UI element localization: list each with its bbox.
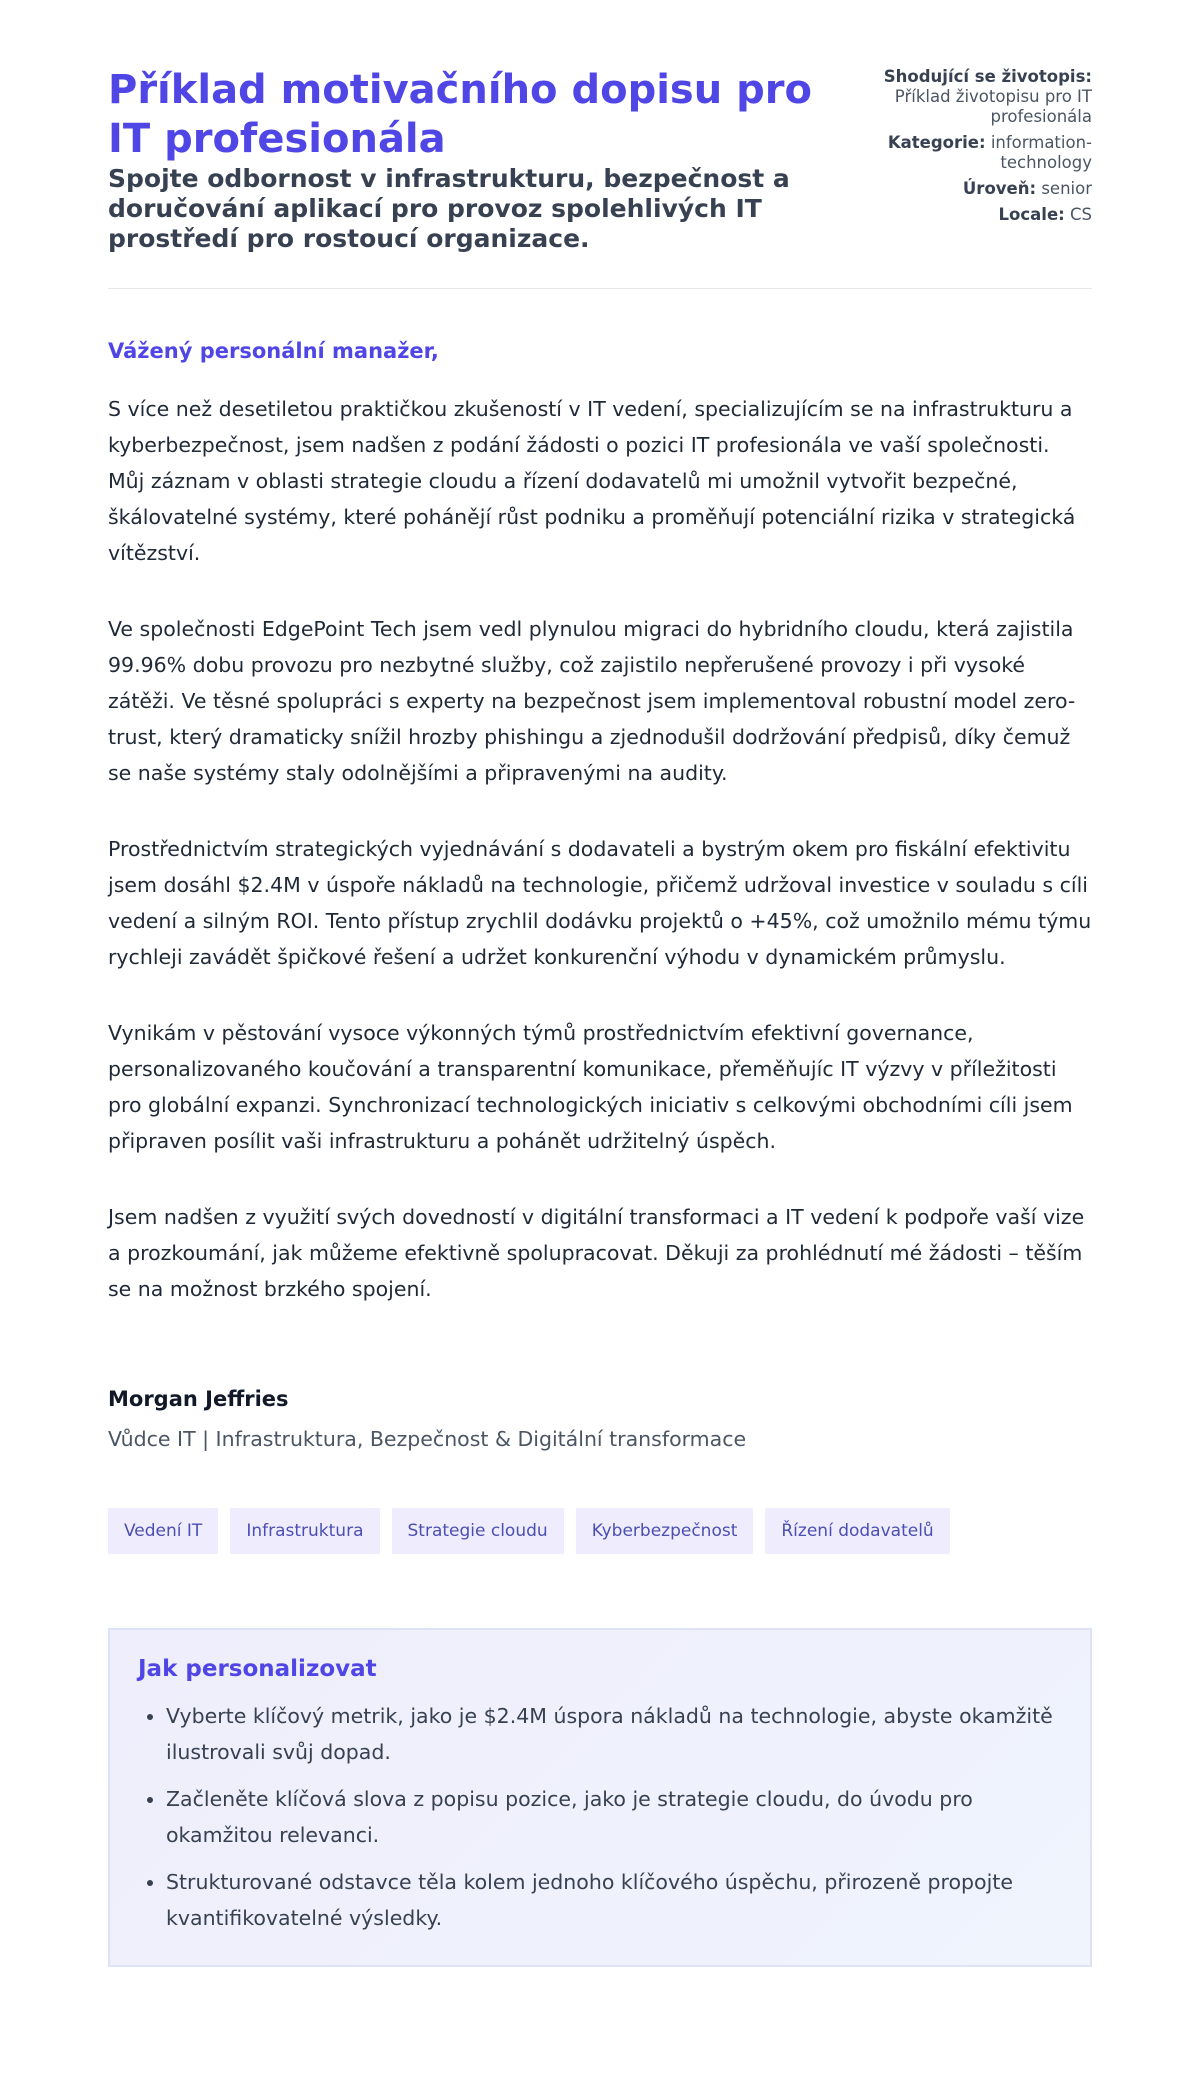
signature-title: Vůdce IT | Infrastruktura, Bezpečnost & Digitální transformace [108,1427,747,1451]
tip-item: • Strukturované odstavce těla kolem jednoho klíčového úspěchu, přirozeně propojte kvantifikovatelné výsledky. [166,1864,1062,1936]
tip-item: • Vyberte klíčový metrik, jako je $2.4M úspora nákladů na technologie, abyste okamžitě ilustrovali svůj dopad. [166,1698,1062,1770]
letter-paragraph: Jsem nadšen z využití svých dovedností v digitální transformaci a IT vedení k podpoře vaší vize a prozkoumání, jak můžeme efektivně spolupracovat. Děkuji za prohlédnutí mé žádosti – těším se na možnost brzkého spojení. [108,1205,1085,1301]
tips-title: Jak personalizovat [138,1656,377,1682]
letter-body [108,337,1092,1453]
skill-tag: Infrastruktura [230,1508,379,1554]
page-header [108,66,1092,289]
skill-tag: Řízení dodavatelů [765,1508,949,1554]
skill-tag: Vedení IT [108,1508,218,1554]
signature-name: Morgan Jeffries [108,1387,289,1411]
signature-block [108,1385,1092,1453]
header-titles [108,66,848,254]
page-subtitle: Spojte odbornost v infrastrukturu, bezpečnost a doručování aplikací pro provoz spolehlivých IT prostředí pro rostoucí organizace. [108,164,790,253]
meta-locale [862,205,1092,225]
meta-level [862,179,1092,199]
meta-locale-value: CS [1070,205,1092,224]
letter-paragraph: Prostřednictvím strategických vyjednávání s dodavateli a bystrým okem pro fiskální efektivitu jsem dosáhl $2.4M v úspoře nákladů na technologie, přičemž udržoval investice v souladu s cíli vedení a silným ROI. Tento přístup zrychlil dodávku projektů o +45%, což umožnilo mému týmu rychleji zavádět špičkové řešení a udržet konkurenční výhodu v dynamickém průmyslu. [108,837,1092,969]
skill-tag: Kyberbezpečnost [576,1508,754,1554]
meta-level-value: senior [1041,179,1092,198]
letter-paragraph: Vynikám v pěstování vysoce výkonných týmů prostřednictvím efektivní governance, personalizovaného koučování a transparentní komunikace, přeměňujíc IT výzvy v příležitosti pro globální expanzi. Synchronizací technologických iniciativ s celkovými obchodními cíli jsem připraven posílit vaši infrastrukturu a pohánět udržitelný úspěch. [108,1021,1073,1153]
skill-tags [108,1508,1092,1554]
meta-resume-label: Shodující se životopis: [883,67,1092,86]
meta-level-label: Úroveň: [962,179,1037,198]
meta-category-label: Kategorie: [887,133,986,152]
tip-item: • Začleněte klíčová slova z popisu pozice, jako je strategie cloudu, do úvodu pro okamžitou relevanci. [166,1781,1062,1853]
letter-greeting: Vážený personální manažer, [108,339,439,363]
tips-list [138,1698,1062,1936]
skill-tag: Strategie cloudu [392,1508,564,1554]
meta-category [862,133,1092,173]
page-title: Příklad motivačního dopisu pro IT profesionála [108,67,812,162]
letter-paragraph: S více než desetiletou praktičkou zkušeností v IT vedení, specializujícím se na infrastrukturu a kyberbezpečnost, jsem nadšen z podání žádosti o pozici IT profesionála ve vaší společnosti. Můj záznam v oblasti strategie cloudu a řízení dodavatelů mi umožnil vytvořit bezpečné, škálovatelné systémy, které pohánějí růst podniku a proměňují potenciální rizika v strategická vítězství. [108,397,1076,565]
meta-resume-value: Příklad životopisu pro IT profesionála [894,87,1092,126]
letter-paragraph: Ve společnosti EdgePoint Tech jsem vedl plynulou migraci do hybridního cloudu, která zajistila 99.96% dobu provozu pro nezbytné služby, což zajistilo nepřerušené provozy i při vysoké zátěži. Ve těsné spolupráci s experty na bezpečnost jsem implementoval robustní model zero-trust, který dramaticky snížil hrozby phishingu a zjednodušil dodržování předpisů, díky čemuž se naše systémy staly odolnějšími a připravenými na audity. [108,617,1076,785]
meta-resume [862,67,1092,127]
personalization-tips [108,1628,1092,1967]
meta-category-value: information-technology [990,133,1092,172]
meta-panel [862,66,1092,231]
meta-locale-label: Locale: [998,205,1065,224]
